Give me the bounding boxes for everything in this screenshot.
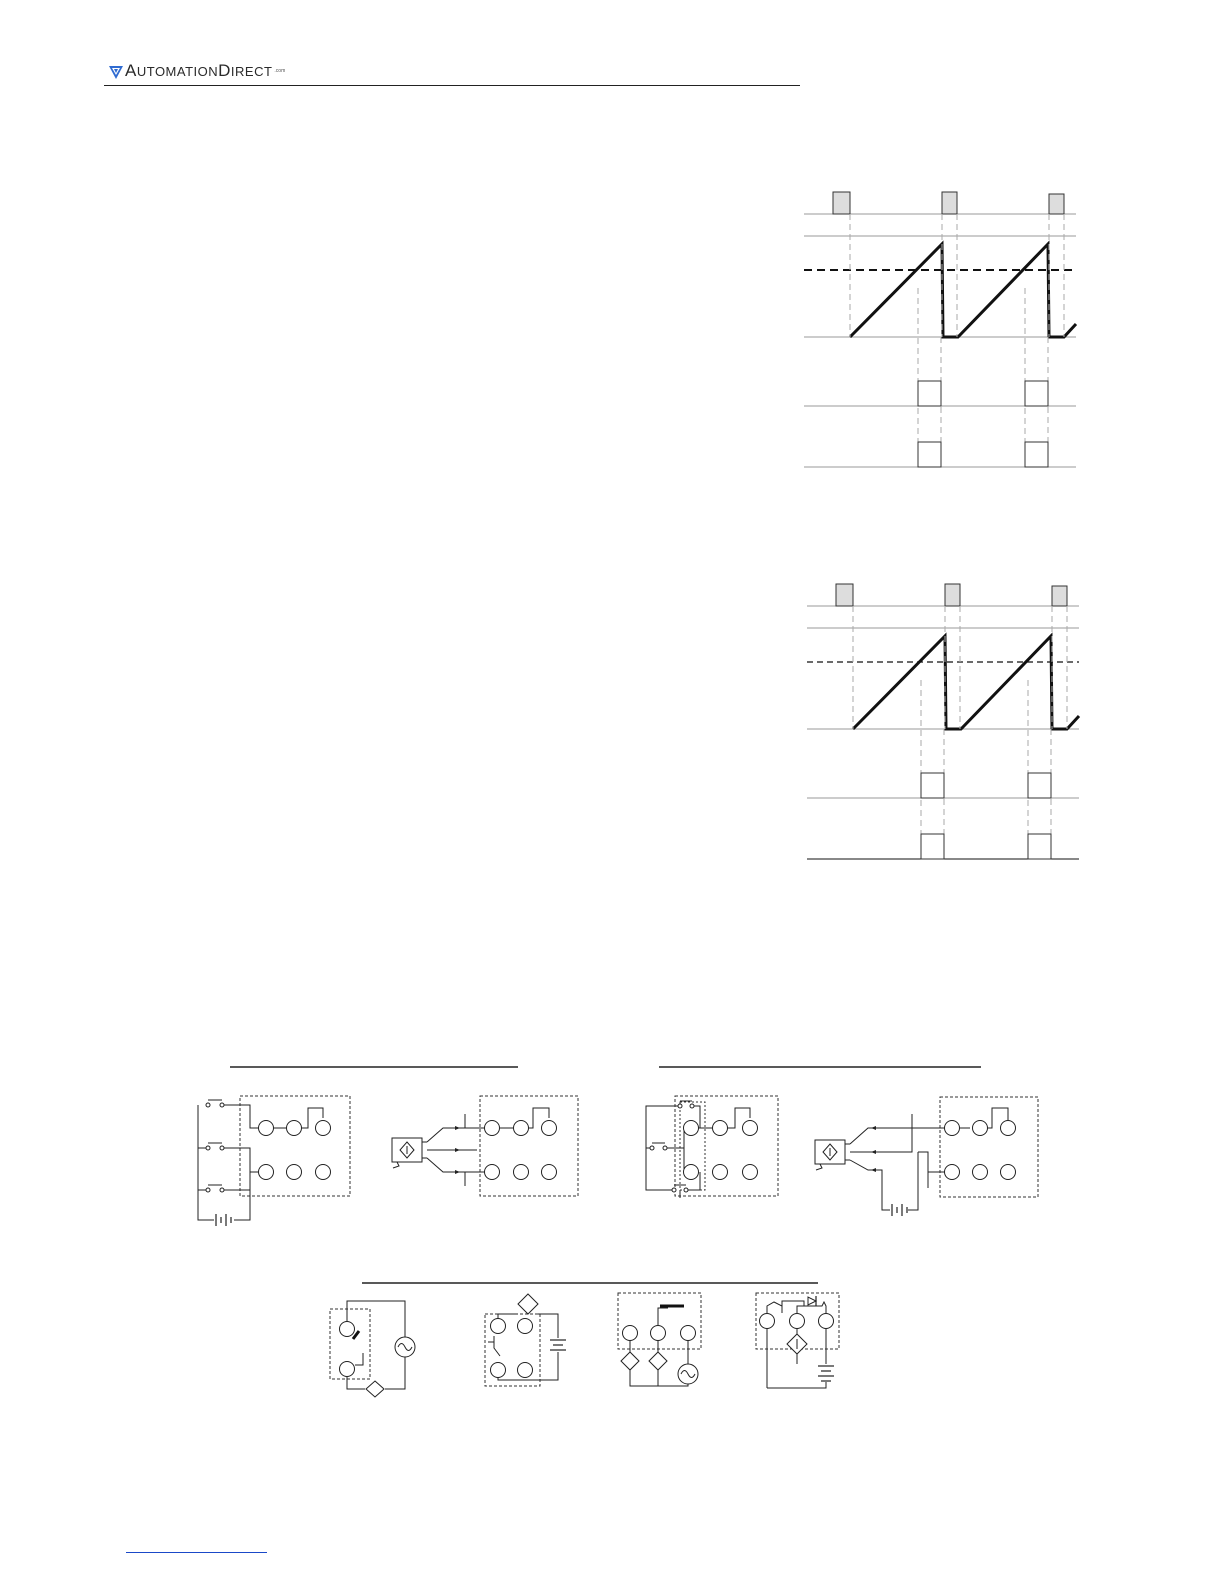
wiring-diagram-switches-internal <box>640 1090 785 1205</box>
wiring-diagram-switches-battery <box>190 1090 360 1235</box>
terminal-circles <box>491 1319 533 1378</box>
battery-icon <box>550 1340 566 1350</box>
output-diagram-transistor-dc <box>480 1290 575 1390</box>
output-diagram-relay-ac <box>325 1295 420 1405</box>
battery-icon <box>818 1366 834 1381</box>
load-icon <box>621 1352 639 1370</box>
wiring-diagram-sensor-pnp <box>810 1092 1045 1232</box>
load-icon <box>366 1381 384 1397</box>
terminal-circles <box>760 1314 834 1329</box>
output-diagram-relay-loads <box>612 1290 722 1395</box>
ac-source-icon <box>395 1337 415 1357</box>
logo-suffix: .com <box>274 68 286 74</box>
terminal-block-outline <box>675 1096 778 1196</box>
terminal-block-outline <box>480 1096 578 1196</box>
wiring-diagram-sensor-npn <box>385 1090 585 1205</box>
logo-wordmark: AUTOMATIONDIRECT <box>125 61 273 80</box>
load-icon <box>649 1352 667 1370</box>
battery-icon <box>892 1204 907 1216</box>
wire-arrows <box>455 1126 460 1174</box>
load-icon <box>787 1334 807 1354</box>
terminal-block-outline <box>940 1097 1038 1197</box>
switch-contacts <box>206 1100 224 1192</box>
wire-arrows <box>871 1126 876 1172</box>
terminal-circles <box>623 1326 696 1341</box>
output-diagram-transistor-diode <box>752 1290 847 1395</box>
terminal-circles <box>340 1322 355 1377</box>
wires <box>646 1106 750 1198</box>
ac-source-icon <box>678 1364 698 1384</box>
battery-icon <box>216 1214 231 1226</box>
terminal-circles <box>945 1121 1016 1180</box>
terminal-circles <box>259 1121 331 1180</box>
terminal-circles <box>684 1121 758 1180</box>
proximity-sensor-icon <box>815 1140 850 1164</box>
proximity-sensor-icon <box>392 1138 427 1162</box>
footer-link[interactable] <box>126 1552 267 1553</box>
diode-icon <box>808 1297 816 1305</box>
terminal-block-outline <box>240 1096 350 1196</box>
terminal-circles <box>485 1121 557 1180</box>
load-icon <box>518 1294 538 1314</box>
